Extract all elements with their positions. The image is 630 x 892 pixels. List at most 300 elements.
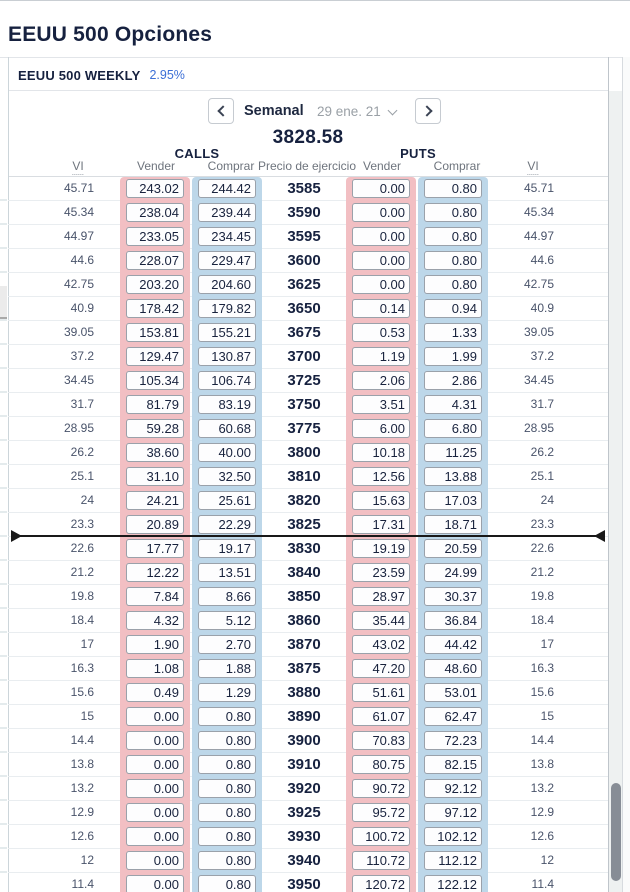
call-buy-button[interactable]: 5.12 bbox=[198, 611, 256, 630]
put-buy-button[interactable]: 36.84 bbox=[424, 611, 482, 630]
vi-value-left: 13.2 bbox=[8, 777, 120, 801]
vi-value-left: 17 bbox=[8, 633, 120, 657]
put-sell-button[interactable]: 110.72 bbox=[352, 851, 410, 870]
divider bbox=[9, 90, 608, 91]
vi-value-right: 39.05 bbox=[488, 321, 608, 345]
vi-value-right: 26.2 bbox=[488, 441, 608, 465]
call-buy-band bbox=[192, 777, 262, 801]
call-buy-button[interactable]: 1.88 bbox=[198, 659, 256, 678]
table-row bbox=[8, 873, 608, 892]
call-sell-band bbox=[120, 777, 190, 801]
vi-value-right: 12.9 bbox=[488, 801, 608, 825]
call-sell-band bbox=[120, 273, 190, 297]
vi-value-left: 31.7 bbox=[8, 393, 120, 417]
call-sell-band bbox=[120, 369, 190, 393]
call-sell-band bbox=[120, 177, 190, 201]
put-sell-button[interactable]: 12.56 bbox=[352, 467, 410, 486]
call-sell-band bbox=[120, 225, 190, 249]
put-buy-button[interactable]: 82.15 bbox=[424, 755, 482, 774]
strike-price: 3725 bbox=[262, 369, 346, 393]
call-buy-band bbox=[192, 657, 262, 681]
call-sell-button[interactable]: 1.08 bbox=[126, 659, 184, 678]
call-sell-band bbox=[120, 585, 190, 609]
chevron-left-icon bbox=[217, 105, 228, 116]
put-buy-band bbox=[418, 297, 488, 321]
strike-price: 3595 bbox=[262, 225, 346, 249]
put-sell-button[interactable]: 95.72 bbox=[352, 803, 410, 822]
put-sell-band bbox=[346, 513, 416, 537]
strike-price: 3910 bbox=[262, 753, 346, 777]
table-row bbox=[8, 609, 608, 633]
call-buy-band bbox=[192, 225, 262, 249]
call-buy-button[interactable]: 239.44 bbox=[198, 203, 256, 222]
call-buy-band bbox=[192, 273, 262, 297]
call-sell-button[interactable]: 1.90 bbox=[126, 635, 184, 654]
table-row bbox=[8, 345, 608, 369]
put-buy-button[interactable]: 13.88 bbox=[424, 467, 482, 486]
call-sell-button[interactable]: 12.22 bbox=[126, 563, 184, 582]
put-buy-button[interactable]: 11.25 bbox=[424, 443, 482, 462]
table-row bbox=[8, 417, 608, 441]
strike-price: 3900 bbox=[262, 729, 346, 753]
call-buy-button[interactable]: 32.50 bbox=[198, 467, 256, 486]
call-sell-button[interactable]: 153.81 bbox=[126, 323, 184, 342]
call-buy-button[interactable]: 8.66 bbox=[198, 587, 256, 606]
call-sell-button[interactable]: 59.28 bbox=[126, 419, 184, 438]
table-row bbox=[8, 177, 608, 201]
table-row bbox=[8, 681, 608, 705]
put-sell-button[interactable]: 120.72 bbox=[352, 875, 410, 892]
vi-value-right: 11.4 bbox=[488, 873, 608, 892]
strike-price: 3930 bbox=[262, 825, 346, 849]
call-sell-band bbox=[120, 321, 190, 345]
call-sell-band bbox=[120, 249, 190, 273]
table-row bbox=[8, 201, 608, 225]
call-sell-band bbox=[120, 489, 190, 513]
call-sell-button[interactable]: 81.79 bbox=[126, 395, 184, 414]
prev-expiry-button[interactable] bbox=[208, 98, 234, 124]
call-buy-button[interactable]: 40.00 bbox=[198, 443, 256, 462]
table-row bbox=[8, 321, 608, 345]
put-sell-button[interactable]: 51.61 bbox=[352, 683, 410, 702]
call-sell-button[interactable]: 105.34 bbox=[126, 371, 184, 390]
column-header-vi-left[interactable]: VI bbox=[72, 159, 84, 173]
strike-price: 3880 bbox=[262, 681, 346, 705]
vi-value-right: 18.4 bbox=[488, 609, 608, 633]
call-sell-button[interactable]: 20.89 bbox=[126, 515, 184, 534]
put-sell-band bbox=[346, 201, 416, 225]
call-sell-band bbox=[120, 297, 190, 321]
expiry-date-dropdown[interactable] bbox=[317, 104, 396, 119]
strike-price: 3810 bbox=[262, 465, 346, 489]
put-sell-button[interactable]: 47.20 bbox=[352, 659, 410, 678]
call-buy-button[interactable]: 229.47 bbox=[198, 251, 256, 270]
vi-value-left: 24 bbox=[8, 489, 120, 513]
left-edge-strip bbox=[0, 177, 7, 892]
vi-value-right: 44.6 bbox=[488, 249, 608, 273]
strike-price: 3820 bbox=[262, 489, 346, 513]
vi-value-right: 45.34 bbox=[488, 201, 608, 225]
call-buy-button[interactable]: 130.87 bbox=[198, 347, 256, 366]
put-buy-button[interactable]: 0.80 bbox=[424, 275, 482, 294]
call-sell-band bbox=[120, 729, 190, 753]
table-row bbox=[8, 585, 608, 609]
put-buy-button[interactable]: 112.12 bbox=[424, 851, 482, 870]
vi-value-right: 42.75 bbox=[488, 273, 608, 297]
put-sell-button[interactable]: 19.19 bbox=[352, 539, 410, 558]
vi-value-left: 14.4 bbox=[8, 729, 120, 753]
call-sell-button[interactable]: 228.07 bbox=[126, 251, 184, 270]
call-buy-band bbox=[192, 177, 262, 201]
vi-value-right: 40.9 bbox=[488, 297, 608, 321]
put-sell-band bbox=[346, 177, 416, 201]
put-buy-button[interactable]: 0.80 bbox=[424, 251, 482, 270]
vi-value-left: 13.8 bbox=[8, 753, 120, 777]
call-sell-button[interactable]: 0.00 bbox=[126, 803, 184, 822]
vi-value-right: 15.6 bbox=[488, 681, 608, 705]
put-buy-band bbox=[418, 489, 488, 513]
put-sell-button[interactable]: 80.75 bbox=[352, 755, 410, 774]
put-buy-button[interactable]: 53.01 bbox=[424, 683, 482, 702]
vi-value-right: 44.97 bbox=[488, 225, 608, 249]
call-buy-button[interactable]: 0.80 bbox=[198, 851, 256, 870]
call-sell-band bbox=[120, 537, 190, 561]
vi-value-left: 12 bbox=[8, 849, 120, 873]
vi-value-left: 16.3 bbox=[8, 657, 120, 681]
call-sell-button[interactable]: 0.00 bbox=[126, 827, 184, 846]
put-buy-band bbox=[418, 225, 488, 249]
call-sell-band bbox=[120, 873, 190, 892]
price-line-left-arrow-icon bbox=[11, 530, 22, 542]
call-buy-button[interactable]: 0.80 bbox=[198, 731, 256, 750]
table-row bbox=[8, 273, 608, 297]
call-buy-band bbox=[192, 561, 262, 585]
put-sell-band bbox=[346, 657, 416, 681]
vi-value-left: 15 bbox=[8, 705, 120, 729]
put-sell-button[interactable]: 0.00 bbox=[352, 251, 410, 270]
call-sell-band bbox=[120, 345, 190, 369]
put-buy-button[interactable]: 102.12 bbox=[424, 827, 482, 846]
call-buy-band bbox=[192, 201, 262, 225]
vi-value-right: 37.2 bbox=[488, 345, 608, 369]
call-sell-button[interactable]: 0.00 bbox=[126, 779, 184, 798]
call-buy-band bbox=[192, 873, 262, 892]
call-sell-button[interactable]: 238.04 bbox=[126, 203, 184, 222]
underlying-price: 3828.58 bbox=[272, 127, 344, 148]
put-sell-band bbox=[346, 849, 416, 873]
call-buy-band bbox=[192, 585, 262, 609]
next-expiry-button[interactable] bbox=[415, 98, 441, 124]
call-sell-button[interactable]: 0.00 bbox=[126, 707, 184, 726]
call-buy-button[interactable]: 179.82 bbox=[198, 299, 256, 318]
call-sell-band bbox=[120, 657, 190, 681]
put-sell-button[interactable]: 17.31 bbox=[352, 515, 410, 534]
vi-value-left: 45.34 bbox=[8, 201, 120, 225]
put-buy-band bbox=[418, 825, 488, 849]
put-sell-band bbox=[346, 825, 416, 849]
strike-price: 3830 bbox=[262, 537, 346, 561]
put-sell-button[interactable]: 100.72 bbox=[352, 827, 410, 846]
put-sell-band bbox=[346, 345, 416, 369]
call-sell-button[interactable]: 233.05 bbox=[126, 227, 184, 246]
call-sell-button[interactable]: 7.84 bbox=[126, 587, 184, 606]
vi-value-right: 14.4 bbox=[488, 729, 608, 753]
call-buy-button[interactable]: 0.80 bbox=[198, 803, 256, 822]
put-buy-button[interactable]: 18.71 bbox=[424, 515, 482, 534]
call-sell-band bbox=[120, 513, 190, 537]
put-sell-band bbox=[346, 729, 416, 753]
column-header-vi-right[interactable]: VI bbox=[527, 159, 539, 173]
put-sell-button[interactable]: 61.07 bbox=[352, 707, 410, 726]
put-sell-band bbox=[346, 441, 416, 465]
column-header-call-sell: Vender bbox=[136, 159, 176, 173]
put-sell-button[interactable]: 10.18 bbox=[352, 443, 410, 462]
chevron-down-icon bbox=[387, 105, 397, 115]
put-sell-band bbox=[346, 537, 416, 561]
call-sell-band bbox=[120, 801, 190, 825]
strike-price: 3925 bbox=[262, 801, 346, 825]
strike-price: 3850 bbox=[262, 585, 346, 609]
vi-value-left: 11.4 bbox=[8, 873, 120, 892]
vi-value-right: 21.2 bbox=[488, 561, 608, 585]
table-row bbox=[8, 249, 608, 273]
put-sell-button[interactable]: 0.00 bbox=[352, 227, 410, 246]
instrument-subheader bbox=[18, 64, 185, 86]
instrument-name: EEUU 500 WEEKLY bbox=[18, 67, 141, 83]
strike-price: 3650 bbox=[262, 297, 346, 321]
strike-price: 3700 bbox=[262, 345, 346, 369]
put-sell-band bbox=[346, 585, 416, 609]
vi-value-right: 17 bbox=[488, 633, 608, 657]
put-sell-button[interactable]: 90.72 bbox=[352, 779, 410, 798]
vi-value-left: 23.3 bbox=[8, 513, 120, 537]
call-buy-button[interactable]: 1.29 bbox=[198, 683, 256, 702]
call-sell-button[interactable]: 17.77 bbox=[126, 539, 184, 558]
put-sell-button[interactable]: 70.83 bbox=[352, 731, 410, 750]
put-sell-band bbox=[346, 681, 416, 705]
call-buy-button[interactable]: 234.45 bbox=[198, 227, 256, 246]
put-sell-button[interactable]: 0.00 bbox=[352, 179, 410, 198]
call-buy-button[interactable]: 0.80 bbox=[198, 707, 256, 726]
vi-value-left: 18.4 bbox=[8, 609, 120, 633]
put-sell-button[interactable]: 23.59 bbox=[352, 563, 410, 582]
strike-price: 3590 bbox=[262, 201, 346, 225]
put-buy-band bbox=[418, 849, 488, 873]
vi-value-right: 12.6 bbox=[488, 825, 608, 849]
vi-value-left: 44.97 bbox=[8, 225, 120, 249]
put-sell-band bbox=[346, 297, 416, 321]
call-buy-button[interactable]: 83.19 bbox=[198, 395, 256, 414]
put-buy-button[interactable]: 20.59 bbox=[424, 539, 482, 558]
call-sell-button[interactable]: 0.49 bbox=[126, 683, 184, 702]
vi-value-left: 44.6 bbox=[8, 249, 120, 273]
call-sell-button[interactable]: 38.60 bbox=[126, 443, 184, 462]
column-header-strike: Precio de ejercicio bbox=[257, 159, 357, 173]
call-buy-band bbox=[192, 753, 262, 777]
call-sell-band bbox=[120, 465, 190, 489]
put-buy-button[interactable]: 97.12 bbox=[424, 803, 482, 822]
put-buy-button[interactable]: 4.31 bbox=[424, 395, 482, 414]
table-row bbox=[8, 441, 608, 465]
put-sell-button[interactable]: 0.00 bbox=[352, 203, 410, 222]
put-buy-button[interactable]: 1.33 bbox=[424, 323, 482, 342]
put-sell-button[interactable]: 3.51 bbox=[352, 395, 410, 414]
put-buy-button[interactable]: 24.99 bbox=[424, 563, 482, 582]
put-buy-button[interactable]: 0.94 bbox=[424, 299, 482, 318]
call-sell-button[interactable]: 203.20 bbox=[126, 275, 184, 294]
vi-value-right: 15 bbox=[488, 705, 608, 729]
call-buy-band bbox=[192, 729, 262, 753]
put-sell-button[interactable]: 43.02 bbox=[352, 635, 410, 654]
call-buy-band bbox=[192, 489, 262, 513]
vi-value-left: 21.2 bbox=[8, 561, 120, 585]
put-sell-button[interactable]: 0.00 bbox=[352, 275, 410, 294]
vi-value-right: 24 bbox=[488, 489, 608, 513]
call-buy-button[interactable]: 204.60 bbox=[198, 275, 256, 294]
table-row bbox=[8, 225, 608, 249]
put-buy-button[interactable]: 48.60 bbox=[424, 659, 482, 678]
call-buy-band bbox=[192, 369, 262, 393]
call-buy-band bbox=[192, 513, 262, 537]
scrollbar-track[interactable] bbox=[609, 91, 622, 892]
call-buy-band bbox=[192, 849, 262, 873]
vi-value-left: 37.2 bbox=[8, 345, 120, 369]
put-buy-band bbox=[418, 585, 488, 609]
put-buy-band bbox=[418, 753, 488, 777]
call-buy-band bbox=[192, 801, 262, 825]
put-sell-button[interactable]: 28.97 bbox=[352, 587, 410, 606]
call-buy-button[interactable]: 22.29 bbox=[198, 515, 256, 534]
left-edge-scrollbar-fragment bbox=[0, 286, 7, 319]
put-sell-button[interactable]: 2.06 bbox=[352, 371, 410, 390]
call-buy-button[interactable]: 60.68 bbox=[198, 419, 256, 438]
put-sell-button[interactable]: 0.53 bbox=[352, 323, 410, 342]
put-buy-button[interactable]: 62.47 bbox=[424, 707, 482, 726]
vi-value-right: 16.3 bbox=[488, 657, 608, 681]
puts-group-header: PUTS bbox=[400, 146, 436, 161]
put-buy-band bbox=[418, 729, 488, 753]
call-sell-button[interactable]: 243.02 bbox=[126, 179, 184, 198]
strike-price: 3950 bbox=[262, 873, 346, 892]
price-line-right-arrow-icon bbox=[594, 530, 605, 542]
vi-value-right: 28.95 bbox=[488, 417, 608, 441]
put-buy-band bbox=[418, 609, 488, 633]
call-buy-band bbox=[192, 297, 262, 321]
vi-value-right: 45.71 bbox=[488, 177, 608, 201]
call-sell-button[interactable]: 0.00 bbox=[126, 731, 184, 750]
call-sell-button[interactable]: 178.42 bbox=[126, 299, 184, 318]
put-buy-button[interactable]: 44.42 bbox=[424, 635, 482, 654]
vi-value-left: 34.45 bbox=[8, 369, 120, 393]
strike-price: 3800 bbox=[262, 441, 346, 465]
call-sell-button[interactable]: 0.00 bbox=[126, 875, 184, 892]
put-buy-button[interactable]: 2.86 bbox=[424, 371, 482, 390]
put-sell-band bbox=[346, 417, 416, 441]
call-sell-button[interactable]: 0.00 bbox=[126, 851, 184, 870]
chevron-right-icon bbox=[421, 105, 432, 116]
put-buy-band bbox=[418, 369, 488, 393]
put-buy-band bbox=[418, 633, 488, 657]
call-buy-button[interactable]: 244.42 bbox=[198, 179, 256, 198]
put-buy-band bbox=[418, 201, 488, 225]
table-row bbox=[8, 297, 608, 321]
call-sell-band bbox=[120, 825, 190, 849]
call-buy-button[interactable]: 25.61 bbox=[198, 491, 256, 510]
call-buy-band bbox=[192, 633, 262, 657]
call-buy-band bbox=[192, 705, 262, 729]
put-buy-band bbox=[418, 873, 488, 892]
call-buy-button[interactable]: 0.80 bbox=[198, 875, 256, 892]
put-buy-button[interactable]: 92.12 bbox=[424, 779, 482, 798]
put-buy-button[interactable]: 72.23 bbox=[424, 731, 482, 750]
call-buy-button[interactable]: 0.80 bbox=[198, 755, 256, 774]
put-sell-band bbox=[346, 465, 416, 489]
expiry-date-label: 29 ene. 21 bbox=[317, 104, 381, 119]
put-sell-button[interactable]: 0.14 bbox=[352, 299, 410, 318]
instrument-change-percent: 2.95% bbox=[149, 68, 185, 82]
put-buy-button[interactable]: 30.37 bbox=[424, 587, 482, 606]
put-sell-button[interactable]: 1.19 bbox=[352, 347, 410, 366]
strike-price: 3860 bbox=[262, 609, 346, 633]
scrollbar-thumb[interactable] bbox=[611, 783, 621, 881]
call-buy-button[interactable]: 19.17 bbox=[198, 539, 256, 558]
column-header-put-buy: Comprar bbox=[433, 159, 481, 173]
call-sell-button[interactable]: 4.32 bbox=[126, 611, 184, 630]
put-buy-button[interactable]: 122.12 bbox=[424, 875, 482, 892]
call-sell-band bbox=[120, 561, 190, 585]
table-row bbox=[8, 489, 608, 513]
put-buy-band bbox=[418, 393, 488, 417]
call-sell-button[interactable]: 31.10 bbox=[126, 467, 184, 486]
put-sell-band bbox=[346, 873, 416, 892]
put-sell-band bbox=[346, 609, 416, 633]
call-sell-button[interactable]: 24.21 bbox=[126, 491, 184, 510]
put-sell-button[interactable]: 6.00 bbox=[352, 419, 410, 438]
call-buy-button[interactable]: 0.80 bbox=[198, 827, 256, 846]
put-sell-button[interactable]: 35.44 bbox=[352, 611, 410, 630]
call-sell-band bbox=[120, 705, 190, 729]
call-buy-button[interactable]: 155.21 bbox=[198, 323, 256, 342]
call-sell-button[interactable]: 129.47 bbox=[126, 347, 184, 366]
call-sell-button[interactable]: 0.00 bbox=[126, 755, 184, 774]
put-buy-button[interactable]: 1.99 bbox=[424, 347, 482, 366]
put-buy-band bbox=[418, 705, 488, 729]
put-sell-button[interactable]: 15.63 bbox=[352, 491, 410, 510]
vi-value-left: 22.6 bbox=[8, 537, 120, 561]
call-buy-band bbox=[192, 345, 262, 369]
put-buy-button[interactable]: 0.80 bbox=[424, 179, 482, 198]
put-buy-button[interactable]: 0.80 bbox=[424, 227, 482, 246]
put-sell-band bbox=[346, 321, 416, 345]
put-sell-band bbox=[346, 777, 416, 801]
vi-value-right: 12 bbox=[488, 849, 608, 873]
call-buy-button[interactable]: 0.80 bbox=[198, 779, 256, 798]
put-buy-button[interactable]: 6.80 bbox=[424, 419, 482, 438]
call-buy-button[interactable]: 106.74 bbox=[198, 371, 256, 390]
put-buy-band bbox=[418, 249, 488, 273]
call-buy-button[interactable]: 2.70 bbox=[198, 635, 256, 654]
strike-price: 3750 bbox=[262, 393, 346, 417]
vi-value-left: 42.75 bbox=[8, 273, 120, 297]
strike-price: 3585 bbox=[262, 177, 346, 201]
strike-price: 3825 bbox=[262, 513, 346, 537]
put-buy-button[interactable]: 0.80 bbox=[424, 203, 482, 222]
call-buy-band bbox=[192, 537, 262, 561]
put-buy-button[interactable]: 17.03 bbox=[424, 491, 482, 510]
call-buy-button[interactable]: 13.51 bbox=[198, 563, 256, 582]
call-sell-band bbox=[120, 633, 190, 657]
call-buy-band bbox=[192, 681, 262, 705]
